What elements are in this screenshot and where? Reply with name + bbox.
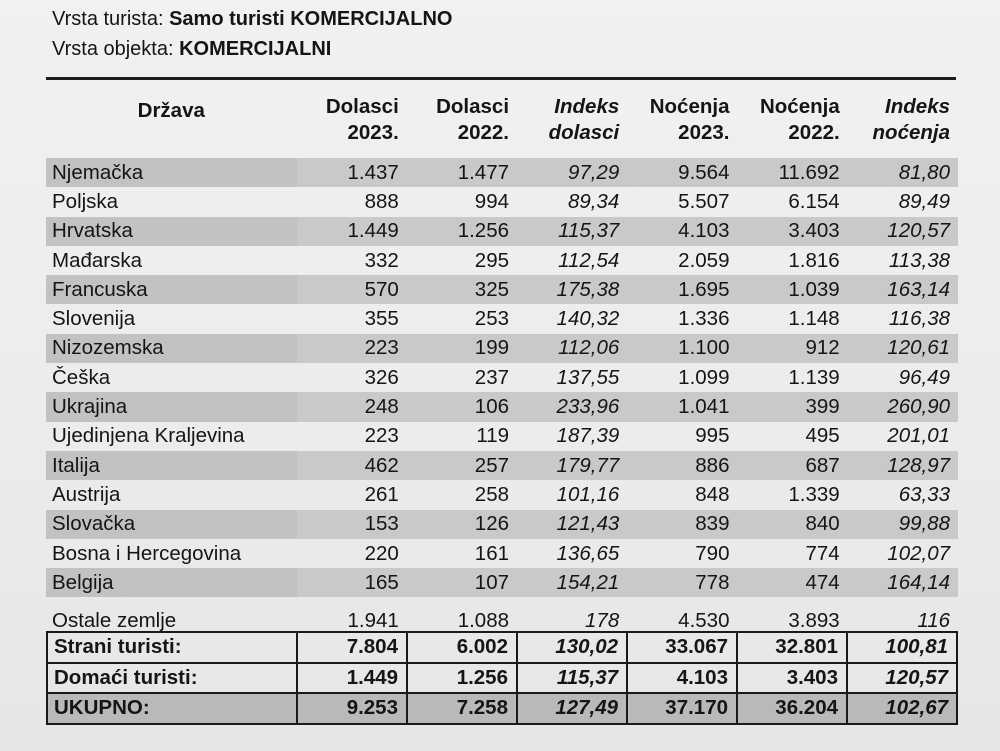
value-cell: 233,96 [517,392,627,421]
value-cell: 89,34 [567,189,620,213]
value-cell: 5.507 [678,189,730,213]
totals-body [47,632,957,724]
value-cell: 237 [474,365,510,389]
tourist-type-line [52,6,452,32]
value-cell: 1.339 [788,482,840,506]
value-cell: 912 [737,334,847,363]
totals-label-cell: UKUPNO: [47,693,297,724]
value-cell: 63,33 [898,482,950,506]
country-cell: Bosna i Hercegovina [52,541,242,565]
value-cell: 126 [407,510,517,539]
country-cell: Ostale zemlje [52,609,177,633]
totals-value-cell: 115,37 [517,663,627,694]
value-cell: 258 [474,482,510,506]
value-cell: 1.088 [457,609,510,633]
value-cell: 4.530 [678,609,730,633]
value-cell: 840 [737,510,847,539]
totals-value-cell: 6.002 [407,632,517,663]
value-cell: 1.256 [407,217,517,246]
value-cell: 175,38 [517,275,627,304]
totals-value-cell: 120,57 [847,663,957,694]
country-cell: Poljska [52,189,119,213]
table-row [46,187,958,216]
totals-value-cell: 33.067 [627,632,737,663]
totals-row [47,632,957,663]
value-cell: 199 [407,334,517,363]
totals-table [46,631,958,725]
value-cell: 153 [297,510,407,539]
totals-label-cell: Domaći turisti: [47,663,297,694]
value-cell: 120,61 [848,334,958,363]
value-cell: 1.437 [297,158,407,187]
country-cell: Nizozemska [46,334,297,363]
value-cell: 140,32 [556,307,620,331]
totals-value-cell: 37.170 [627,693,737,724]
value-cell: 2.059 [678,248,730,272]
value-cell: 201,01 [887,424,950,448]
object-type-value: KOMERCIJALNI [179,38,332,60]
value-cell: 790 [695,541,730,565]
value-cell: 332 [364,248,399,272]
value-cell: 6.154 [788,189,840,213]
value-cell: 399 [737,392,847,421]
table-header-row [46,82,958,158]
country-cell: Belgija [46,568,297,597]
tourist-type-label: Vrsta turista: [52,8,164,30]
value-cell: 120,57 [848,217,958,246]
value-cell: 96,49 [898,365,950,389]
table-row [46,451,958,480]
value-cell: 570 [297,275,407,304]
value-cell: 106 [407,392,517,421]
value-cell: 1.449 [297,217,407,246]
table-row [46,510,958,539]
value-cell: 325 [407,275,517,304]
value-cell: 179,77 [517,451,627,480]
header-arrivals-2022: Dolasci 2022. [436,95,510,144]
value-cell: 81,80 [848,158,958,187]
value-cell: 119 [476,424,510,448]
value-cell: 257 [407,451,517,480]
value-cell: 137,55 [556,365,620,389]
value-cell: 89,49 [898,189,950,213]
table-row [46,392,958,421]
table-row [46,304,958,333]
value-cell: 261 [364,482,399,506]
totals-row [47,693,957,724]
value-cell: 101,16 [556,482,620,506]
value-cell: 462 [297,451,407,480]
value-cell: 163,14 [848,275,958,304]
totals-value-cell: 4.103 [627,663,737,694]
country-cell: Slovačka [46,510,297,539]
totals-value-cell: 36.204 [737,693,847,724]
value-cell: 1.039 [737,275,847,304]
value-cell: 3.893 [788,609,840,633]
value-cell: 687 [737,451,847,480]
value-cell: 1.336 [678,307,730,331]
value-cell: 112,54 [558,248,620,272]
country-cell: Slovenija [52,307,136,331]
value-cell: 248 [297,392,407,421]
value-cell: 839 [627,510,737,539]
totals-value-cell: 7.804 [297,632,407,663]
value-cell: 260,90 [848,392,958,421]
object-type-line [52,36,331,62]
header-arrivals-2023: Dolasci 2023. [325,95,399,144]
totals-value-cell: 127,49 [517,693,627,724]
totals-value-cell: 32.801 [737,632,847,663]
country-cell: Mađarska [52,248,143,272]
value-cell: 102,07 [887,541,950,565]
value-cell: 112,06 [517,334,627,363]
table-row [46,217,958,246]
table-row [46,480,958,509]
header-country: Država [137,99,205,122]
value-cell: 995 [695,424,730,448]
value-cell: 223 [297,334,407,363]
value-cell: 223 [364,424,399,448]
table-row [46,158,958,187]
table-row [46,275,958,304]
table-body [46,158,958,637]
totals-row [47,663,957,694]
totals-value-cell: 130,02 [517,632,627,663]
value-cell: 3.403 [737,217,847,246]
value-cell: 1.100 [627,334,737,363]
totals-value-cell: 100,81 [847,632,957,663]
value-cell: 355 [364,307,399,331]
value-cell: 326 [364,365,399,389]
country-cell: Francuska [46,275,297,304]
header-nights-2022: Noćenja 2022. [759,95,840,144]
table-row [46,568,958,597]
value-cell: 1.139 [788,365,840,389]
value-cell: 161 [474,541,510,565]
value-cell: 4.103 [627,217,737,246]
value-cell: 178 [585,609,620,633]
tourist-type-value: Samo turisti KOMERCIJALNO [169,8,453,30]
value-cell: 128,97 [848,451,958,480]
value-cell: 113,38 [888,248,950,272]
table-row [46,539,958,568]
value-cell: 1.041 [627,392,737,421]
totals-value-cell: 7.258 [407,693,517,724]
totals-value-cell: 9.253 [297,693,407,724]
value-cell: 164,14 [848,568,958,597]
country-cell: Hrvatska [46,217,297,246]
country-cell: Češka [52,365,111,389]
value-cell: 1.477 [407,158,517,187]
value-cell: 220 [364,541,399,565]
value-cell: 116 [917,609,950,633]
value-cell: 116,38 [888,307,950,331]
value-cell: 154,21 [517,568,627,597]
country-cell: Ukrajina [46,392,297,421]
value-cell: 774 [805,541,840,565]
object-type-label: Vrsta objekta: [52,38,174,60]
value-cell: 253 [474,307,510,331]
value-cell: 107 [407,568,517,597]
value-cell: 99,88 [848,510,958,539]
totals-value-cell: 3.403 [737,663,847,694]
header-index-nights: Indeks noćenja [872,95,950,144]
totals-label-cell: Strani turisti: [47,632,297,663]
header-nights-2023: Noćenja 2023. [649,95,730,144]
value-cell: 474 [737,568,847,597]
value-cell: 1.816 [788,248,840,272]
value-cell: 121,43 [517,510,627,539]
country-cell: Njemačka [46,158,297,187]
country-cell: Italija [46,451,297,480]
value-cell: 1.695 [627,275,737,304]
tourism-statistics-table [46,82,958,637]
table-row [46,334,958,363]
value-cell: 9.564 [627,158,737,187]
totals-value-cell: 1.256 [407,663,517,694]
value-cell: 1.941 [347,609,399,633]
table-row [46,422,958,451]
value-cell: 295 [474,248,510,272]
totals-value-cell: 1.449 [297,663,407,694]
country-cell: Ujedinjena Kraljevina [52,424,245,448]
value-cell: 1.148 [788,307,840,331]
value-cell: 1.099 [678,365,730,389]
value-cell: 888 [364,189,399,213]
value-cell: 165 [297,568,407,597]
value-cell: 848 [695,482,730,506]
value-cell: 495 [805,424,840,448]
table-top-rule [46,77,956,80]
table-row [46,246,958,275]
totals-value-cell: 102,67 [847,693,957,724]
value-cell: 187,39 [556,424,620,448]
table-row [46,363,958,392]
country-cell: Austrija [52,482,121,506]
value-cell: 136,65 [556,541,620,565]
value-cell: 778 [627,568,737,597]
header-index-arrivals: Indeks dolasci [548,95,620,144]
value-cell: 994 [474,189,510,213]
value-cell: 11.692 [737,158,847,187]
value-cell: 97,29 [517,158,627,187]
value-cell: 115,37 [517,217,627,246]
value-cell: 886 [627,451,737,480]
